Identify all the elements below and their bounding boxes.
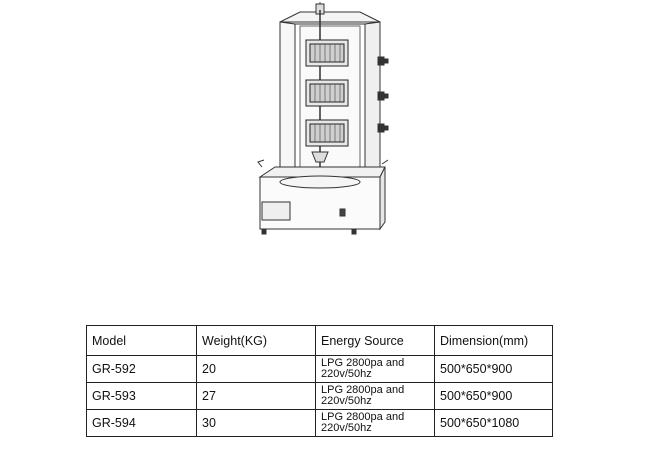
cell-weight: 27	[197, 383, 316, 410]
header-weight: Weight(KG)	[197, 326, 316, 356]
cell-weight: 30	[197, 410, 316, 437]
energy-line-2: 220v/50hz	[321, 368, 372, 380]
cell-energy-source	[316, 410, 435, 437]
cell-model: GR-593	[87, 383, 197, 410]
table-row	[87, 356, 553, 383]
cell-dimension: 500*650*900	[435, 383, 553, 410]
cell-model: GR-594	[87, 410, 197, 437]
table-row	[87, 410, 553, 437]
header-model: Model	[87, 326, 197, 356]
energy-line-2: 220v/50hz	[321, 395, 372, 407]
cell-weight: 20	[197, 356, 316, 383]
table-row	[87, 383, 553, 410]
cell-energy-source	[316, 356, 435, 383]
energy-line-1: LPG 2800pa and	[321, 357, 405, 369]
cell-dimension: 500*650*900	[435, 356, 553, 383]
energy-line-2: 220v/50hz	[321, 422, 372, 434]
cell-dimension: 500*650*1080	[435, 410, 553, 437]
spec-table	[86, 325, 553, 437]
energy-line-1: LPG 2800pa and	[321, 384, 405, 396]
product-illustration	[240, 2, 400, 240]
table-header-row	[87, 326, 553, 356]
header-dimension: Dimension(mm)	[435, 326, 553, 356]
header-energy-source: Energy Source	[316, 326, 435, 356]
cell-energy-source	[316, 383, 435, 410]
energy-line-1: LPG 2800pa and	[321, 411, 405, 423]
cell-model: GR-592	[87, 356, 197, 383]
